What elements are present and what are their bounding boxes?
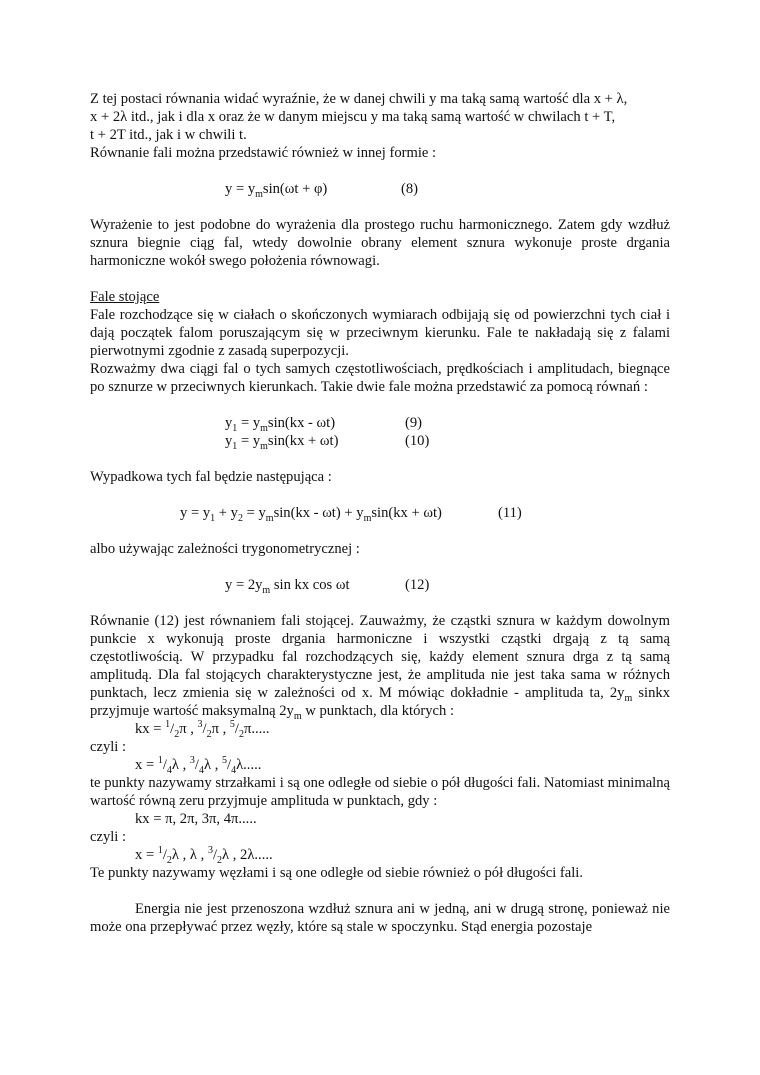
equation-antinodes-x: $x = ^1/_4\lambda$ , $^3/_4\lambda$ , $^5/_4\lambda$..... bbox=[135, 755, 262, 776]
paragraph-standing-wave: Równanie (12) jest równaniem fali stojącej. Zauważmy, że cząstki sznura w każdym dowolnym punkcie x wykonują proste drgania harmoniczne i wszystki cząstki drgają z tą samą częstotliwością. W przypadku fal rozchodzących się, każdy element sznura drga z tą samą amplitudą. Dla fal stojących charakterystyczne jest, że amplituda nie jest taka sama w różnych punktach, lecz zmienia się w zależności od x. M mówiąc dokładnie - amplituda ta, $2y_m$ sinkx przyjmuje wartość maksymalną $2y_m$ w punktach, dla których : bbox=[90, 613, 670, 722]
text-czyli: czyli : bbox=[90, 739, 127, 755]
equation-number: (12) bbox=[405, 577, 430, 593]
paragraph-resultant: Wypadkowa tych fal będzie następująca : bbox=[90, 469, 332, 485]
equation-11: $y = y_1 + y_2 = y_m\sin(kx - \omega t) + y_m\sin(kx + \omega t)$ (11) bbox=[180, 505, 522, 524]
paragraph-intro-line-1: Z tej postaci równania widać wyraźnie, że w danej chwili y ma taką samą wartość dla x + λ, bbox=[90, 91, 628, 107]
paragraph-intro-line-3: t + 2T itd., jak i w chwili t. bbox=[90, 127, 247, 143]
text-czyli: czyli : bbox=[90, 829, 127, 845]
paragraph-antinodes: te punkty nazywamy strzałkami i są one odległe od siebie o pół długości fali. Natomiast minimalną wartość równą zeru przyjmuje amplituda w punktach, gdy : bbox=[90, 775, 670, 809]
document-page bbox=[90, 90, 670, 936]
equation-number: (8) bbox=[401, 181, 419, 197]
equation-nodes-kx: kx = π, 2π, 3π, 4π..... bbox=[135, 811, 257, 827]
paragraph-nodes: Te punkty nazywamy węzłami i są one odległe od siebie również o pół długości fali. bbox=[90, 865, 584, 881]
equation-number: (9) bbox=[405, 415, 423, 431]
equation-number: (11) bbox=[498, 505, 522, 521]
paragraph-harmonic: Wyrażenie to jest podobne do wyrażenia dla prostego ruchu harmonicznego. Zatem gdy wzdłuż sznura biegnie ciąg fal, wtedy dowolnie obrany element sznura wykonuje proste drgania harmoniczne wokół swego położenia równowagi. bbox=[90, 217, 670, 269]
equation-number: (10) bbox=[405, 433, 430, 449]
equation-antinodes-kx: kx = $^1/_2\pi$ , $^3/_2\pi$ , $^5/_2\pi$..... bbox=[135, 719, 270, 740]
paragraph-two-waves: Rozważmy dwa ciągi fal o tych samych częstotliwościach, prędkościach i amplitudach, biegnące po sznurze w przeciwnych kierunkach. Takie dwie fale można przedstawić za pomocą równań : bbox=[90, 361, 670, 395]
equation-10: $y_1 = y_m\sin(kx + \omega t)$ (10) bbox=[225, 433, 430, 452]
paragraph-trig: albo używając zależności trygonometrycznej : bbox=[90, 541, 360, 557]
equation-8: $y = y_m\sin(\omega t + \varphi)$ (8) bbox=[225, 181, 419, 200]
paragraph-intro-line-4: Równanie fali można przedstawić również w innej formie : bbox=[90, 145, 437, 161]
paragraph-reflection: Fale rozchodzące się w ciałach o skończonych wymiarach odbijają się od powierzchni tych ciał i dają początek falom poruszającym się w przeciwnym kierunku. Fale te nakładają się z falami pierwotnymi zgodnie z zasadą superpozycji. bbox=[90, 307, 670, 359]
equation-9: $y_1 = y_m\sin(kx - \omega t)$ (9) bbox=[225, 415, 423, 434]
equation-12: $y = 2y_m$ sin kx cos ωt (12) bbox=[225, 577, 430, 596]
equation-nodes-x: $x = ^1/_2\lambda$ , λ , $^3/_2\lambda$ , 2λ..... bbox=[135, 845, 273, 866]
paragraph-intro-line-2: x + 2λ itd., jak i dla x oraz że w danym miejscu y ma taką samą wartość w chwilach t + T, bbox=[90, 109, 616, 125]
section-heading: Fale stojące bbox=[90, 289, 160, 305]
paragraph-energy: Energia nie jest przenoszona wzdłuż sznura ani w jedną, ani w drugą stronę, ponieważ nie może ona przepływać przez węzły, które są stale w spoczynku. Stąd energia pozostaje bbox=[90, 901, 670, 935]
